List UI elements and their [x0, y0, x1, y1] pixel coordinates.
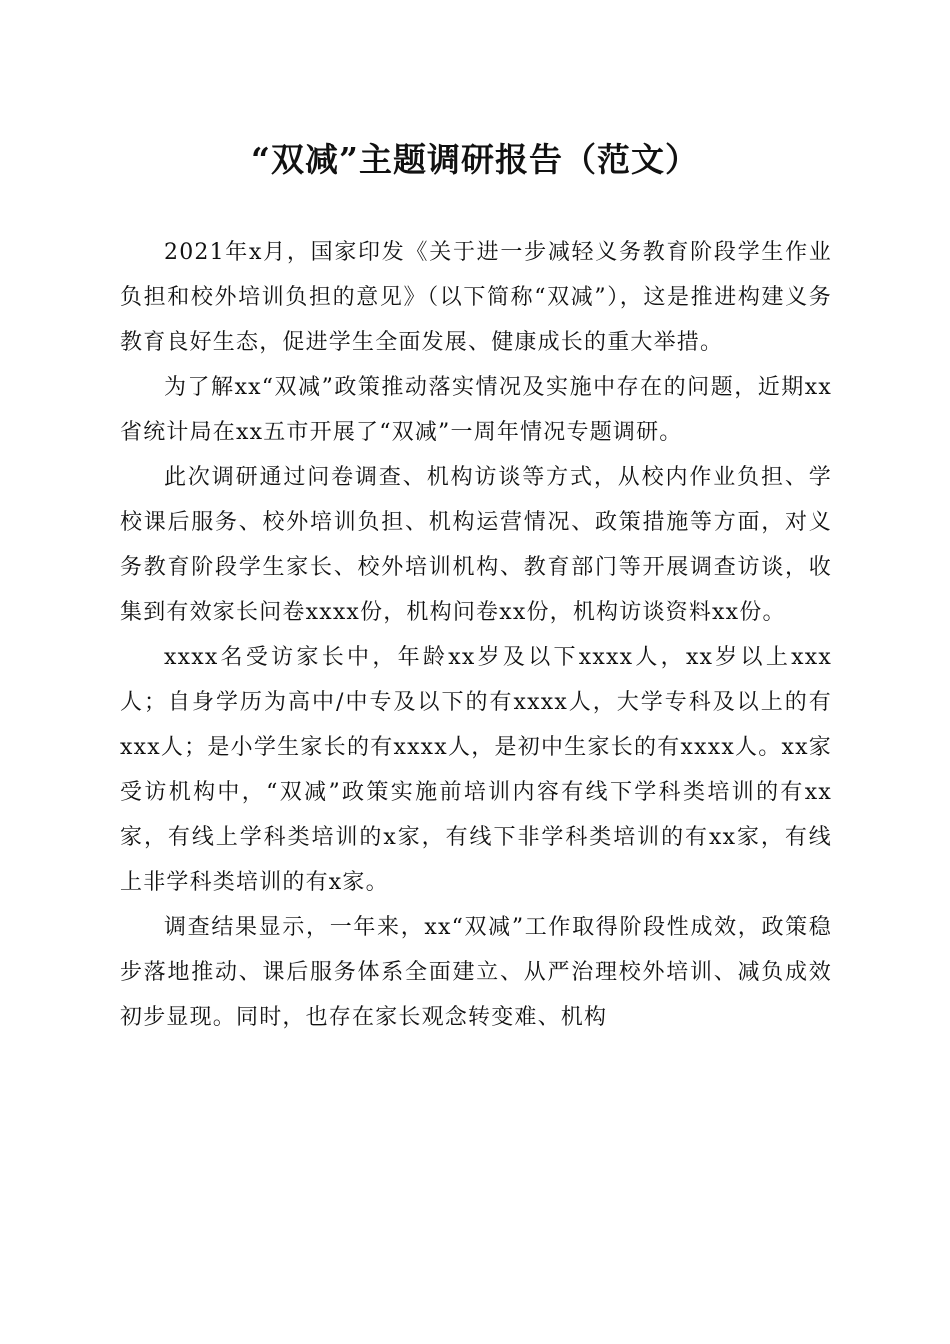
paragraph-respondents: xxxx名受访家长中，年龄xx岁及以下xxxx人，xx岁以上xxx人；自身学历为高中/中专及以下的有xxxx人，大学专科及以上的有xxx人；是小学生家长的有xxxx人，是初中生家长的有xxxx人。xx家受访机构中，“双减”政策实施前培训内容有线下学科类培训的有xx家，有线上学科类培训的x家，有线下非学科类培训的有xx家，有线上非学科类培训的有x家。: [120, 645, 832, 895]
paragraph-method: 此次调研通过问卷调查、机构访谈等方式，从校内作业负担、学校课后服务、校外培训负担、机构运营情况、政策措施等方面，对义务教育阶段学生家长、校外培训机构、教育部门等开展调查访谈，收集到有效家长问卷xxxx份，机构问卷xx份，机构访谈资料xx份。: [120, 465, 832, 625]
paragraph-purpose: 为了解xx“双减”政策推动落实情况及实施中存在的问题，近期xx省统计局在xx五市开展了“双减”一周年情况专题调研。: [120, 375, 832, 445]
paragraph-results: 调查结果显示，一年来，xx“双减”工作取得阶段性成效，政策稳步落地推动、课后服务体系全面建立、从严治理校外培训、减负成效初步显现。同时，也存在家长观念转变难、机构: [120, 915, 832, 1030]
document-body: [120, 230, 832, 1040]
paragraph-intro: 2021年x月，国家印发《关于进一步减轻义务教育阶段学生作业负担和校外培训负担的意见》（以下简称“双减”），这是推进构建义务教育良好生态，促进学生全面发展、健康成长的重大举措。: [120, 240, 832, 355]
document-title: “双减”主题调研报告（范文）: [251, 140, 699, 179]
